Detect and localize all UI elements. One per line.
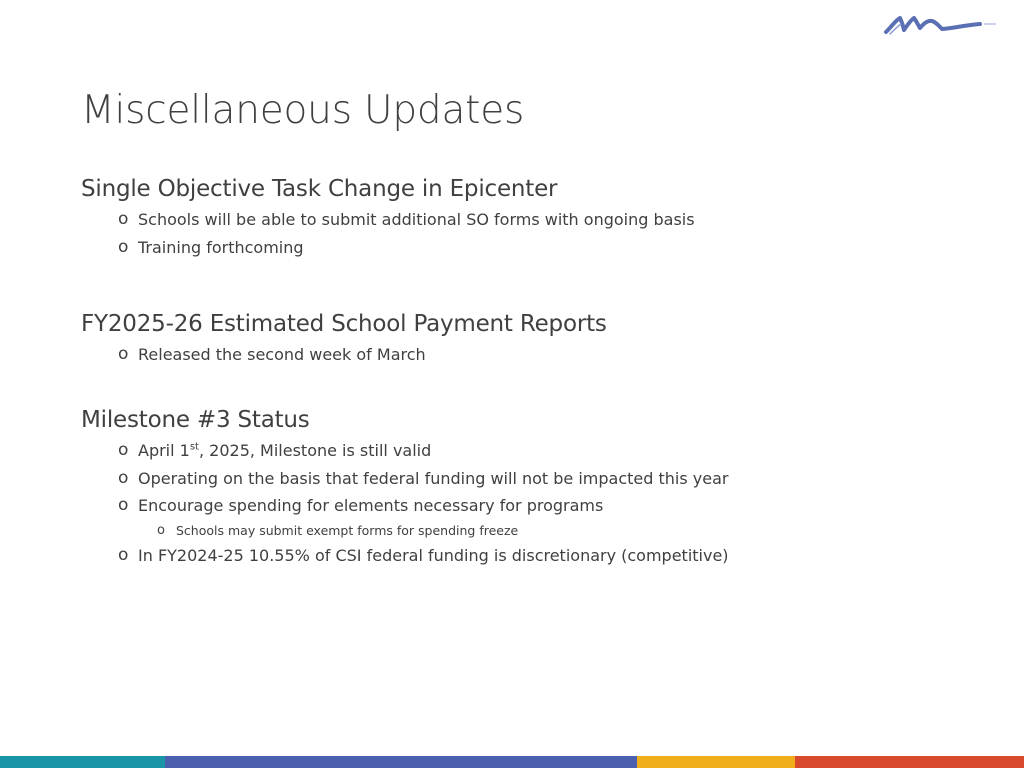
section-heading: Milestone #3 Status [81,407,310,433]
list-item-text: Encourage spending for elements necessary for programs [138,496,604,515]
list-item-text: Schools will be able to submit additional SO forms with ongoing basis [138,210,695,229]
slide-title: Miscellaneous Updates [81,88,525,133]
list-item-text: Operating on the basis that federal funding will not be impacted this year [138,468,729,488]
text-part: April 1 [138,441,190,460]
bullet-icon: o [118,236,129,257]
list-item [81,437,729,465]
section-heading: FY2025-26 Estimated School Payment Reports [81,311,607,337]
list-item-text: In FY2024-25 10.55% of CSI federal funding is discretionary (competitive) [138,545,729,565]
list-item [81,341,607,369]
bullet-icon: o [118,544,129,565]
section-payment-reports [81,309,607,369]
list-item-text [138,441,431,460]
footer-color-bar [0,756,1024,768]
footer-segment-blue [165,756,637,768]
list-item-text: Training forthcoming [138,237,304,257]
bullet-icon: o [118,495,129,515]
list-item-text: Schools may submit exempt forms for spending freeze [176,522,519,538]
section-single-objective [81,174,695,261]
section-heading: Single Objective Task Change in Epicenter [81,176,558,202]
footer-segment-gold [637,756,795,768]
list-item [81,465,729,493]
mountain-logo-icon [884,12,1000,36]
footer-segment-teal [0,756,165,768]
bullet-icon: o [118,467,129,488]
bullet-icon: o [118,344,129,364]
footer-segment-red [795,756,1024,768]
bullet-icon: o [118,209,129,229]
bullet-icon: o [157,522,165,538]
list-item [81,234,695,262]
list-item [81,492,729,520]
list-item-text: Released the second week of March [138,345,426,364]
list-item [81,542,729,570]
bullet-icon: o [118,440,129,460]
text-part: , 2025, Milestone is still valid [198,441,432,460]
sub-list-item [81,520,729,542]
ordinal-superscript: st [189,441,199,453]
section-milestone-status [81,405,729,569]
list-item [81,206,695,234]
